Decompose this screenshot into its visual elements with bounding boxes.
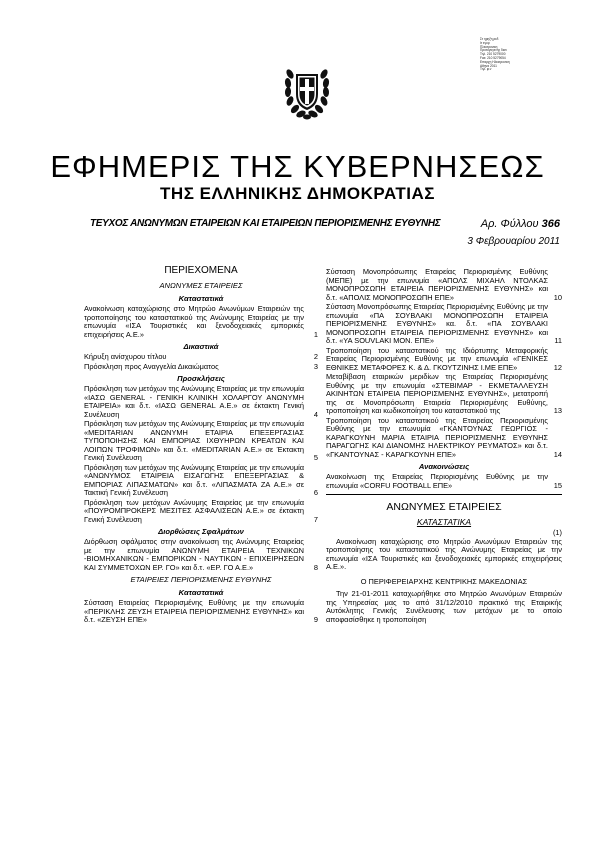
- toc-entry-text: Κήρυξη ανίσχυρου τίτλου: [84, 352, 167, 361]
- toc-entry[interactable]: [326, 268, 562, 302]
- toc-entry-page: 12: [553, 362, 562, 372]
- header-note: [480, 38, 540, 72]
- coat-of-arms-icon: [284, 60, 330, 120]
- toc-entry-page: 11: [554, 336, 562, 345]
- toc-entry[interactable]: [84, 385, 318, 419]
- toc-entry[interactable]: [84, 420, 318, 463]
- header-note-line: Ιτ εγορ: [480, 40, 490, 45]
- toc-entry[interactable]: [326, 473, 562, 490]
- toc-entry-page: 7: [313, 514, 318, 524]
- section-divider: [326, 494, 562, 495]
- body-paragraph: Την 21-01-2011 καταχωρήθηκε στο Μητρώο Ανωνύμων Εταιρειών της Υπηρεσίας μας το από 31/12/2010 πρακτικό της Εταιρικής Αυτόκλητης Γενικής Συνέλευσης των μετόχων με το οποίο αποφασίσθηκε η τροποποίηση: [326, 589, 562, 624]
- header-note-line: Στ ηρηξη ρεδ: [480, 37, 499, 41]
- toc-entry[interactable]: [84, 305, 318, 339]
- toc-section-header: ΕΤΑΙΡΕΙΕΣ ΠΕΡΙΟΡΙΣΜΕΝΗΣ ΕΥΘΥΝΗΣ: [130, 575, 272, 584]
- toc-entry-text: Ανακοίνωση της Εταιρείας Περιορισμένης Ευθύνης με την επωνυμία «CORFU FOOTBALL ΕΠΕ»: [326, 472, 548, 490]
- toc-entry[interactable]: [326, 347, 562, 373]
- toc-entry-text: Σύσταση Μονοπρόσωπης Εταιρείας Περιορισμένης Ευθύνης με την επωνυμία «ΠΑ ΣΟΥΒΛΑΚΙ ΜΟΝΟΠΡΟΣΩΠΗ ΕΤΑΙΡΕΙΑ ΠΕΡΙΟΡΙΣΜΕΝΗΣ ΕΥΘΥΝΗΣ» κα. δ.τ. «ΠΑ ΣΟΥΒΛΑΚΙ ΜΟΝΟΠΡΟΣΩΠΗ ΕΤΑΙΡΕΙΑ ΠΕΡΙΟΡΙΣΜΕΝΗΣ ΕΥΘΥΝΗΣ» και δ.τ. «ΥΑ SOUVLAKI ΜΟΝ. ΕΠΕ»: [326, 302, 548, 345]
- toc-entry[interactable]: [326, 373, 562, 416]
- header-note-line: Τηλ. 210 5279000: [480, 52, 506, 57]
- toc-subheader: Διορθώσεις Σφαλμάτων: [158, 527, 244, 536]
- toc-entry-text: Ανακοίνωση καταχώρισης στο Μητρώο Ανωνύμων Εταιρειών της τροποποίησης του καταστατικού της Ανώνυμης Εταιρείας με την επωνυμία «ΙΣΑ Τουριστικές και ξενοδοχειακές εμπορικές επιχειρήσεις Α.Ε.»: [84, 304, 304, 339]
- toc-entry-page: 1: [313, 329, 318, 339]
- toc-entry[interactable]: [84, 599, 318, 625]
- coat-of-arms-emblem: [284, 60, 330, 120]
- sheet-number-block: [481, 218, 560, 230]
- toc-entry[interactable]: [84, 363, 318, 372]
- toc-entry-text: Πρόσκληση προς Αναγγελία Δικαιώματος: [84, 361, 219, 371]
- toc-entry-text: Μεταβίβαση εταιρικών μεριδίων της Εταιρείας Περιορισμένης Ευθύνης με την επωνυμία «ΣΤΕΒΙΜΑΡ - ΕΚΜΕΤΑΛΛΕΥΣΗ ΑΚΙΝΗΤΩΝ ΕΤΑΙΡΕΙΑ ΠΕΡΙΟΡΙΣΜΕΝΗΣ ΕΥΘΥΝΗΣ», μετατροπή της σε Μονοπρόσωπη Εταιρεία Περιορισμένης Ευθύνης, τροποποίηση και κωδικοποίηση του καταστατικού της: [326, 372, 548, 415]
- toc-entry[interactable]: [84, 353, 318, 362]
- header-note-line: Fax: 210 5279054: [480, 55, 506, 60]
- toc-entry-page: 4: [313, 409, 318, 419]
- gazette-title: ΕΦΗΜΕΡΙΣ ΤΗΣ ΚΥΒΕΡΝΗΣΕΩΣ: [50, 149, 545, 184]
- toc-entry-page: 8: [313, 562, 318, 572]
- section-title: ΑΝΩΝΥΜΕΣ ΕΤΑΙΡΕΙΕΣ: [386, 501, 502, 513]
- toc-entry-page: 15: [553, 480, 562, 490]
- toc-entry-text: Πρόσκληση των μετόχων της Ανώνυμης Εταιρείας με την επωνυμία «MEDITARIAN ΑΝΩΝΥΜΗ ΕΤΑΙΡΙΑ ΕΠΕΞΕΡΓΑΣΙΑΣ ΤΥΠΟΠΟΙΗΣΗΣ ΚΑΙ ΕΜΠΟΡΙΑΣ ΙΧΘΥΗΡΩΝ ΚΡΕΑΤΩΝ ΚΑΙ ΛΟΙΠΩΝ ΤΡΟΦΙΜΩΝ» και δ.τ. «MEDITARIAN A.E.» σε Έκτακτη Γενική Συνέλευση: [84, 419, 304, 462]
- sheet-label: Αρ. Φύλλου: [480, 218, 539, 230]
- toc-entry[interactable]: [326, 417, 562, 460]
- sheet-number: 366: [541, 218, 560, 230]
- header-note-line: Επαρχη Ηλεκτρονικη: [480, 59, 510, 64]
- toc-entry-text: Τροποποίηση του καταστατικού της Εταιρείας Περιορισμένης Ευθύνης με την επωνυμία «ΓΚΑΝΤΟΥΝΑΣ ΓΕΩΡΓΙΟΣ - ΚΑΡΑΓΚΟΥΝΗ ΜΑΡΙΑ ΕΤΑΙΡΙΑ ΠΕΡΙΟΡΙΣΜΕΝΗΣ ΕΥΘΥΝΗΣ ΠΑΡΑΓΩΓΗΣ ΚΑΙ ΔΙΑΝΟΜΗΣ ΗΛΕΚΤΡΙΚΟΥ ΡΕΥΜΑΤΟΣ» και δ.τ. «ΓΚΑΝΤΟΥΝΑΣ - ΚΑΡΑΓΚΟΥΝΗ ΕΠΕ»: [326, 415, 548, 459]
- header-note-line: Τηλ. φ.ν: [480, 67, 492, 72]
- toc-entry-text: Σύσταση Μονοπρόσωπης Εταιρείας Περιορισμένης Ευθύνης (ΜΕΠΕ) με την επωνυμία «ΑΠΟΛΣ ΜΙΧΑΗΛ ΝΤΟΛΚΑΣ ΜΟΝΟΠΡΟΣΩΠΗ ΕΤΑΙΡΕΙΑ ΠΕΡΙΟΡΙΣΜΕΝΗΣ ΕΥΘΥΝΗΣ» και δ.τ. «ΑΠΟΛΙΣ ΜΟΝΟΠΡΟΣΩΠΗ ΕΠΕ»: [326, 267, 548, 302]
- toc-left-column: [84, 265, 318, 626]
- toc-section-header: ΑΝΩΝΥΜΕΣ ΕΤΑΙΡΕΙΕΣ: [159, 281, 243, 290]
- toc-entry-page: 5: [313, 453, 318, 462]
- toc-entry-text: Σύσταση Εταιρείας Περιορισμένης Ευθύνης με την επωνυμία «ΠΕΡΙΚΛΗΣ ΖΕΥΣΗ ΕΤΑΙΡΕΙΑ ΠΕΡΙΟΡΙΣΜΕΝΗΣ ΕΥΘΥΝΗΣ» και δ.τ. «ΖΕΥΣΗ ΕΠΕ»: [84, 598, 304, 624]
- toc-entry[interactable]: [84, 464, 318, 498]
- toc-entry-text: Τροποποίηση του καταστατικού της Ιδιόρτυπης Μεταφορικής Εταιρείας Περιορισμένης Ευθύνης με την επωνυμία «ΓΕΝΙΚΕΣ ΕΘΝΙΚΕΣ ΜΕΤΑΦΟΡΕΣ Κ. & Δ. ΓΚΟΥΤΖΙΝΗΣ Ι.ΜΕ ΕΠΕ»: [326, 345, 548, 372]
- item-text: Ανακοίνωση καταχώρισης στο Μητρώο Ανωνύμων Εταιρειών της τροποποίησης του καταστατικού της Ανώνυμης Εταιρείας με την επωνυμία «ΙΣΑ Τουριστικές και ξενοδοχειακές εμπορικές επιχειρήσεις Α.Ε.».: [326, 536, 562, 571]
- toc-subheader: Δικαστικά: [183, 342, 219, 351]
- toc-entry-text: Πρόσκληση των μετόχων Ανώνυμης Εταιρείας με την επωνυμία «ΠΟΥΡΟΜΠΡΟΚΕΡΣ ΜΕΣΙΤΕΣ ΑΣΦΑΛΙΣΕΩΝ Α.Ε.» σε έκτακτη Γενική Συνέλευση: [84, 497, 304, 524]
- toc-entry[interactable]: [84, 499, 318, 525]
- toc-entry-page: 2: [313, 352, 318, 361]
- toc-entry-page: 6: [313, 488, 318, 497]
- gazette-subtitle: ΤΗΣ ΕΛΛΗΝΙΚΗΣ ΔΗΜΟΚΡΑΤΙΑΣ: [160, 184, 435, 203]
- toc-entry[interactable]: [84, 538, 318, 572]
- toc-right-column: [326, 268, 562, 624]
- toc-title: ΠΕΡΙΕΧΟΜΕΝΑ: [164, 265, 238, 276]
- toc-subheader: Καταστατικά: [178, 588, 224, 597]
- section-subtitle: ΚΑΤΑΣΤΑΤΙΚΑ: [416, 517, 472, 527]
- toc-entry-page: 13: [553, 406, 562, 415]
- toc-entry-page: 9: [313, 615, 318, 624]
- issue-type: ΤΕΥΧΟΣ ΑΝΩΝΥΜΩΝ ΕΤΑΙΡΕΙΩΝ ΚΑΙ ΕΤΑΙΡΕΙΩΝ ΠΕΡΙΟΡΙΣΜΕΝΗΣ ΕΥΘΥΝΗΣ: [90, 218, 441, 229]
- toc-entry-text: Διόρθωση σφάλματος στην ανακοίνωση της Ανώνυμης Εταιρείας με την επωνυμία ΑΝΩΝΥΜΗ ΕΤΑΙΡΕΙΑ ΤΕΧΝΙΚΩΝ -ΒΙΟΜΗΧΑΝΙΚΩΝ - ΕΜΠΟΡΙΚΩΝ - ΝΑΥΤΙΚΩΝ - ΕΠΙΧΕΙΡΗΣΕΩΝ ΚΑΙ ΣΥΜΜΕΤΟΧΩΝ ΕΡ. ΓΟ» και δ.τ. «ΕΡ. ΓΟ Α.Ε.»: [84, 537, 304, 572]
- toc-entry-page: 10: [553, 292, 562, 302]
- header-note-line: Αθηνα 2011: [480, 63, 497, 68]
- toc-subheader: Προσκλήσεις: [177, 374, 225, 383]
- header-note-line: Προτογογενης διαν: [480, 48, 507, 53]
- toc-entry-text: Πρόσκληση των μετόχων της Ανώνυμης Εταιρείας με την επωνυμία «ΑΝΩΝΥΜΟΣ ΕΤΑΙΡΕΙΑ ΕΙΣΑΓΩΓΗΣ ΕΠΕΞΕΡΓΑΣΙΑΣ & ΕΜΠΟΡΙΑΣ ΛΙΠΑΣΜΑΤΩΝ» και δ.τ. «ΛΙΠΑΣΜΑΤΑ ΖΑ Α.Ε.» σε Τακτική Γενική Συνέλευση: [84, 462, 304, 497]
- toc-subheader: Καταστατικά: [178, 294, 224, 303]
- header-note-line: Πλεκτρονικη: [480, 44, 498, 49]
- announcements-subheader: Ανακοινώσεις: [418, 462, 470, 471]
- issue-date: 3 Φεβρουαρίου 2011: [467, 236, 560, 247]
- toc-entry-text: Πρόσκληση των μετόχων της Ανώνυμης Εταιρείας με την επωνυμία «ΙΑΣΩ GENERAL - ΓΕΝΙΚΗ ΚΛΙΝΙΚΗ ΧΟΛΑΡΓΟΥ ΑΝΩΝΥΜΗ ΕΤΑΙΡΕΙΑ» και δ.τ. «ΙΑΣΩ GENERAL A.E.» σε έκτακτη Γενική Συνέλευση: [84, 384, 304, 419]
- toc-entry-page: 3: [313, 361, 318, 371]
- toc-entry[interactable]: [326, 303, 562, 346]
- item-number: (1): [552, 528, 562, 537]
- authority-line: Ο ΠΕΡΙΦΕΡΕΙΑΡΧΗΣ ΚΕΝΤΡΙΚΗΣ ΜΑΚΕΔΟΝΙΑΣ: [360, 576, 528, 586]
- toc-entry-page: 14: [553, 449, 562, 459]
